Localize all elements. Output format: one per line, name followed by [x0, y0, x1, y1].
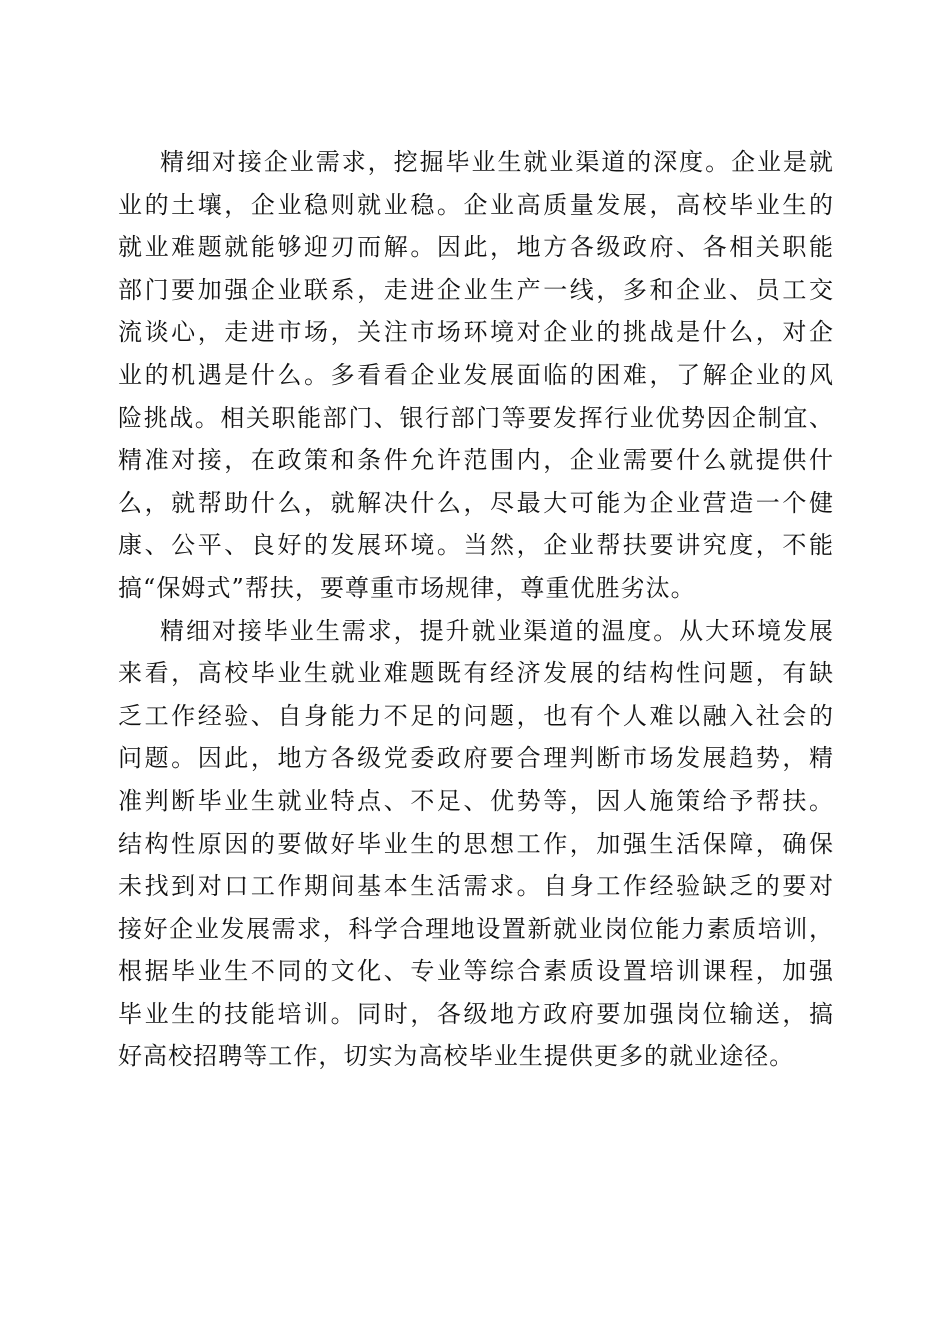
paragraph-line: 精细对接企业需求，挖掘毕业生就业渠道的深度。企业是就 [160, 148, 834, 176]
document-body [118, 141, 834, 1078]
paragraph-line: 就业难题就能够迎刃而解。因此，地方各级政府、各相关职能 [118, 233, 834, 262]
paragraph-line: 问题。因此，地方各级党委政府要合理判断市场发展趋势，精 [118, 744, 834, 773]
paragraph-line: 接好企业发展需求，科学合理地设置新就业岗位能力素质培训， [118, 914, 834, 943]
paragraph-line: 么，就帮助什么，就解决什么，尽最大可能为企业营造一个健 [118, 488, 834, 517]
paragraph-line: 业的土壤，企业稳则就业稳。企业高质量发展，高校毕业生的 [118, 190, 834, 219]
paragraph-line: 毕业生的技能培训。同时，各级地方政府要加强岗位输送，搞 [118, 999, 834, 1028]
paragraph-line: 乏工作经验、自身能力不足的问题，也有个人难以融入社会的 [118, 701, 834, 730]
paragraph-line: 搞“保姆式”帮扶，要尊重市场规律，尊重优胜劣汰。 [118, 573, 696, 602]
paragraph-graduate-needs [118, 610, 834, 1079]
paragraph-line: 准判断毕业生就业特点、不足、优势等，因人施策给予帮扶。 [118, 786, 834, 815]
paragraph-line: 结构性原因的要做好毕业生的思想工作，加强生活保障，确保 [118, 829, 834, 858]
paragraph-line: 业的机遇是什么。多看看企业发展面临的困难，了解企业的风 [118, 360, 834, 389]
paragraph-line: 来看，高校毕业生就业难题既有经济发展的结构性问题，有缺 [118, 659, 834, 688]
paragraph-line: 精细对接毕业生需求，提升就业渠道的温度。从大环境发展 [160, 616, 834, 645]
paragraph-line: 流谈心，走进市场，关注市场环境对企业的挑战是什么，对企 [118, 318, 834, 347]
paragraph-line: 好高校招聘等工作，切实为高校毕业生提供更多的就业途径。 [118, 1042, 795, 1071]
paragraph-enterprise-needs [118, 141, 834, 610]
paragraph-line: 部门要加强企业联系，走进企业生产一线，多和企业、员工交 [118, 275, 834, 304]
paragraph-line: 险挑战。相关职能部门、银行部门等要发挥行业优势因企制宜、 [118, 403, 834, 432]
paragraph-line: 根据毕业生不同的文化、专业等综合素质设置培训课程，加强 [118, 957, 834, 986]
paragraph-line: 康、公平、良好的发展环境。当然，企业帮扶要讲究度，不能 [118, 531, 834, 560]
paragraph-line: 未找到对口工作期间基本生活需求。自身工作经验缺乏的要对 [118, 872, 834, 901]
paragraph-line: 精准对接，在政策和条件允许范围内，企业需要什么就提供什 [118, 446, 834, 475]
